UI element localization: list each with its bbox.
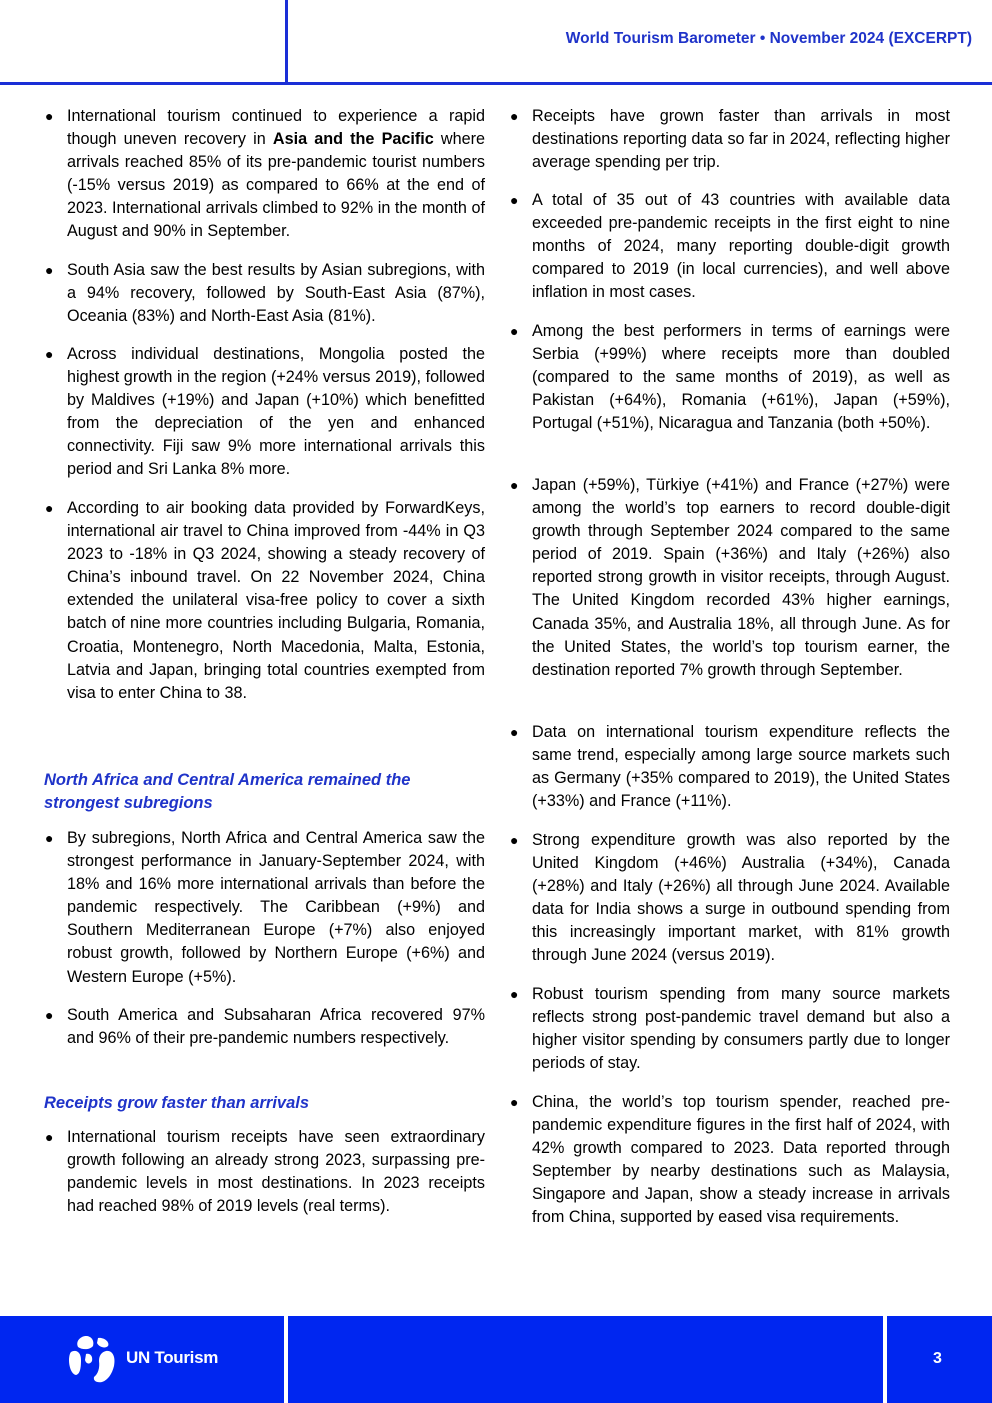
paragraph-text: South Asia saw the best results by Asian subregions, with a 94% recovery, followed by South-East Asia (87%), Oceania (83%) and North-East Asia (81%). [67,261,485,326]
bullet-icon: ● [45,1007,54,1023]
list-item [510,105,950,174]
bullet-icon: ● [45,262,54,278]
paragraph-text: According to air booking data provided by ForwardKeys, international air travel to China improved from -44% in Q3 2023 to -18% in Q3 2024, showing a steady recovery of China’s inbound travel. On 22 November 2024, China extended the unilateral visa-free policy to cover a sixth batch of nine more countries including Bulgaria, Romania, Croatia, Montenegro, North Macedonia, Malta, Estonia, Latvia and Japan, bringing total countries exempted from visa to enter China to 38. [67,499,485,702]
footer-divider [284,1316,288,1403]
bullet-icon: ● [45,1129,54,1145]
paragraph-text: China, the world’s top tourism spender, reached pre-pandemic expenditure figures in the first half of 2024, with 42% growth compared to 2023. Data reported through September by nearby destinations such as Malaysia, Singapore and Japan, show a steady increase in arrivals from China, supported by eased visa requirements. [532,1093,950,1227]
list-item [45,259,485,328]
bullet-icon: ● [45,108,54,124]
list-item [510,721,950,813]
list-item [45,827,485,989]
un-tourism-logo-icon [68,1334,116,1384]
list-item [45,1004,485,1050]
paragraph-text: Robust tourism spending from many source markets reflects strong post-pandemic travel demand but also a higher visitor spending by consumers partly due to longer periods of stay. [532,985,950,1073]
list-item [510,320,950,435]
paragraph-text: Data on international tourism expenditure reflects the same trend, especially among large source markets such as Germany (+35% compared to 2019), the United States (+33%) and France (+11%). [532,723,950,811]
header-title: World Tourism Barometer • November 2024 (EXCERPT) [565,30,972,47]
list-item [45,105,486,244]
section-heading: North Africa and Central America remained the strongest subregions [44,771,411,813]
bullet-icon: ● [510,1094,519,1110]
list-item [510,474,950,682]
bullet-icon: ● [510,832,519,848]
list-item [510,189,950,304]
page-number: 3 [933,1350,942,1367]
header-divider-vertical [285,0,288,84]
paragraph-text: International tourism receipts have seen extraordinary growth following an already strong 2023, surpassing pre-pandemic levels in most destinations. In 2023 receipts had reached 98% of 2019 levels (real terms). [67,1128,485,1216]
paragraph-text: By subregions, North Africa and Central America saw the strongest performance in January-September 2024, with 18% and 16% more international arrivals than before the pandemic respectively. The Caribbean (+9%) and Southern Mediterranean Europe (+7%) also enjoyed robust growth, followed by Northern Europe (+6%) and Western Europe (+5%). [67,829,485,986]
bullet-icon: ● [510,108,519,124]
paragraph-text: A total of 35 out of 43 countries with available data exceeded pre-pandemic receipts in the first eight to nine months of 2024, many reporting double-digit growth compared to 2019 (in local currencies), and well above inflation in most cases. [532,191,950,302]
bullet-icon: ● [510,724,519,740]
region-highlight: Asia and the Pacific [272,130,434,149]
list-item [45,1126,485,1218]
bullet-icon: ● [510,323,519,339]
paragraph-text: Strong expenditure growth was also reported by the United Kingdom (+46%) Australia (+34%), Canada (+28%) and Italy (+26%) all through June 2024. Available data for India shows a surge in outbound spending from this increasingly important market, with 81% growth through June 2024 (versus 2019). [532,831,950,965]
header-divider-horizontal [0,82,992,85]
section-heading: Receipts grow faster than arrivals [44,1094,310,1112]
bullet-icon: ● [510,192,519,208]
paragraph-text: South America and Subsaharan Africa recovered 97% and 96% of their pre-pandemic numbers respectively. [67,1006,485,1048]
paragraph-text: Among the best performers in terms of earnings were Serbia (+99%) where receipts more than doubled (compared to the same months of 2019), as well as Pakistan (+64%), Romania (+61%), Japan (+59%), Portugal (+51%), Nicaragua and Tanzania (both +50%). [532,322,950,433]
paragraph-text: Japan (+59%), Türkiye (+41%) and France (+27%) were among the world’s top earners to record double-digit growth through September 2024 compared to the same period of 2019. Spain (+36%) and Italy (+26%) also reported strong growth in visitor receipts, through August. The United Kingdom recorded 43% higher earnings, Canada 35%, and Australia 18%, all through June. As for the United States, the world’s top tourism earner, the destination reported 7% growth through September. [532,476,950,679]
paragraph-text: International tourism continued to experience a rapid though uneven recovery in [67,107,485,149]
brand-name: UN Tourism [126,1348,219,1367]
paragraph-text: Across individual destinations, Mongolia posted the highest growth in the region (+24% versus 2019), followed by Maldives (+19%) and Japan (+10%) which benefitted from the depreciation of the yen and enhanced connectivity. Fiji saw 9% more international arrivals this period and Sri Lanka 8% more. [67,345,485,479]
list-item [510,983,950,1075]
footer [0,1316,992,1403]
list-item [45,343,485,482]
bullet-icon: ● [510,477,519,493]
bullet-icon: ● [510,986,519,1002]
bullet-icon: ● [45,500,54,516]
list-item [45,497,485,705]
paragraph-text: where arrivals reached 85% of its pre-pandemic tourist numbers (-15% versus 2019) as compared to 66% at the end of 2023. International arrivals climbed to 92% in the month of August and 90% in September. [67,130,486,241]
bullet-icon: ● [45,830,54,846]
footer-divider [883,1316,887,1403]
list-item [510,829,950,968]
list-item [510,1091,950,1230]
bullet-icon: ● [45,346,54,362]
paragraph-text: Receipts have grown faster than arrivals in most destinations reporting data so far in 2024, reflecting higher average spending per trip. [532,107,950,172]
